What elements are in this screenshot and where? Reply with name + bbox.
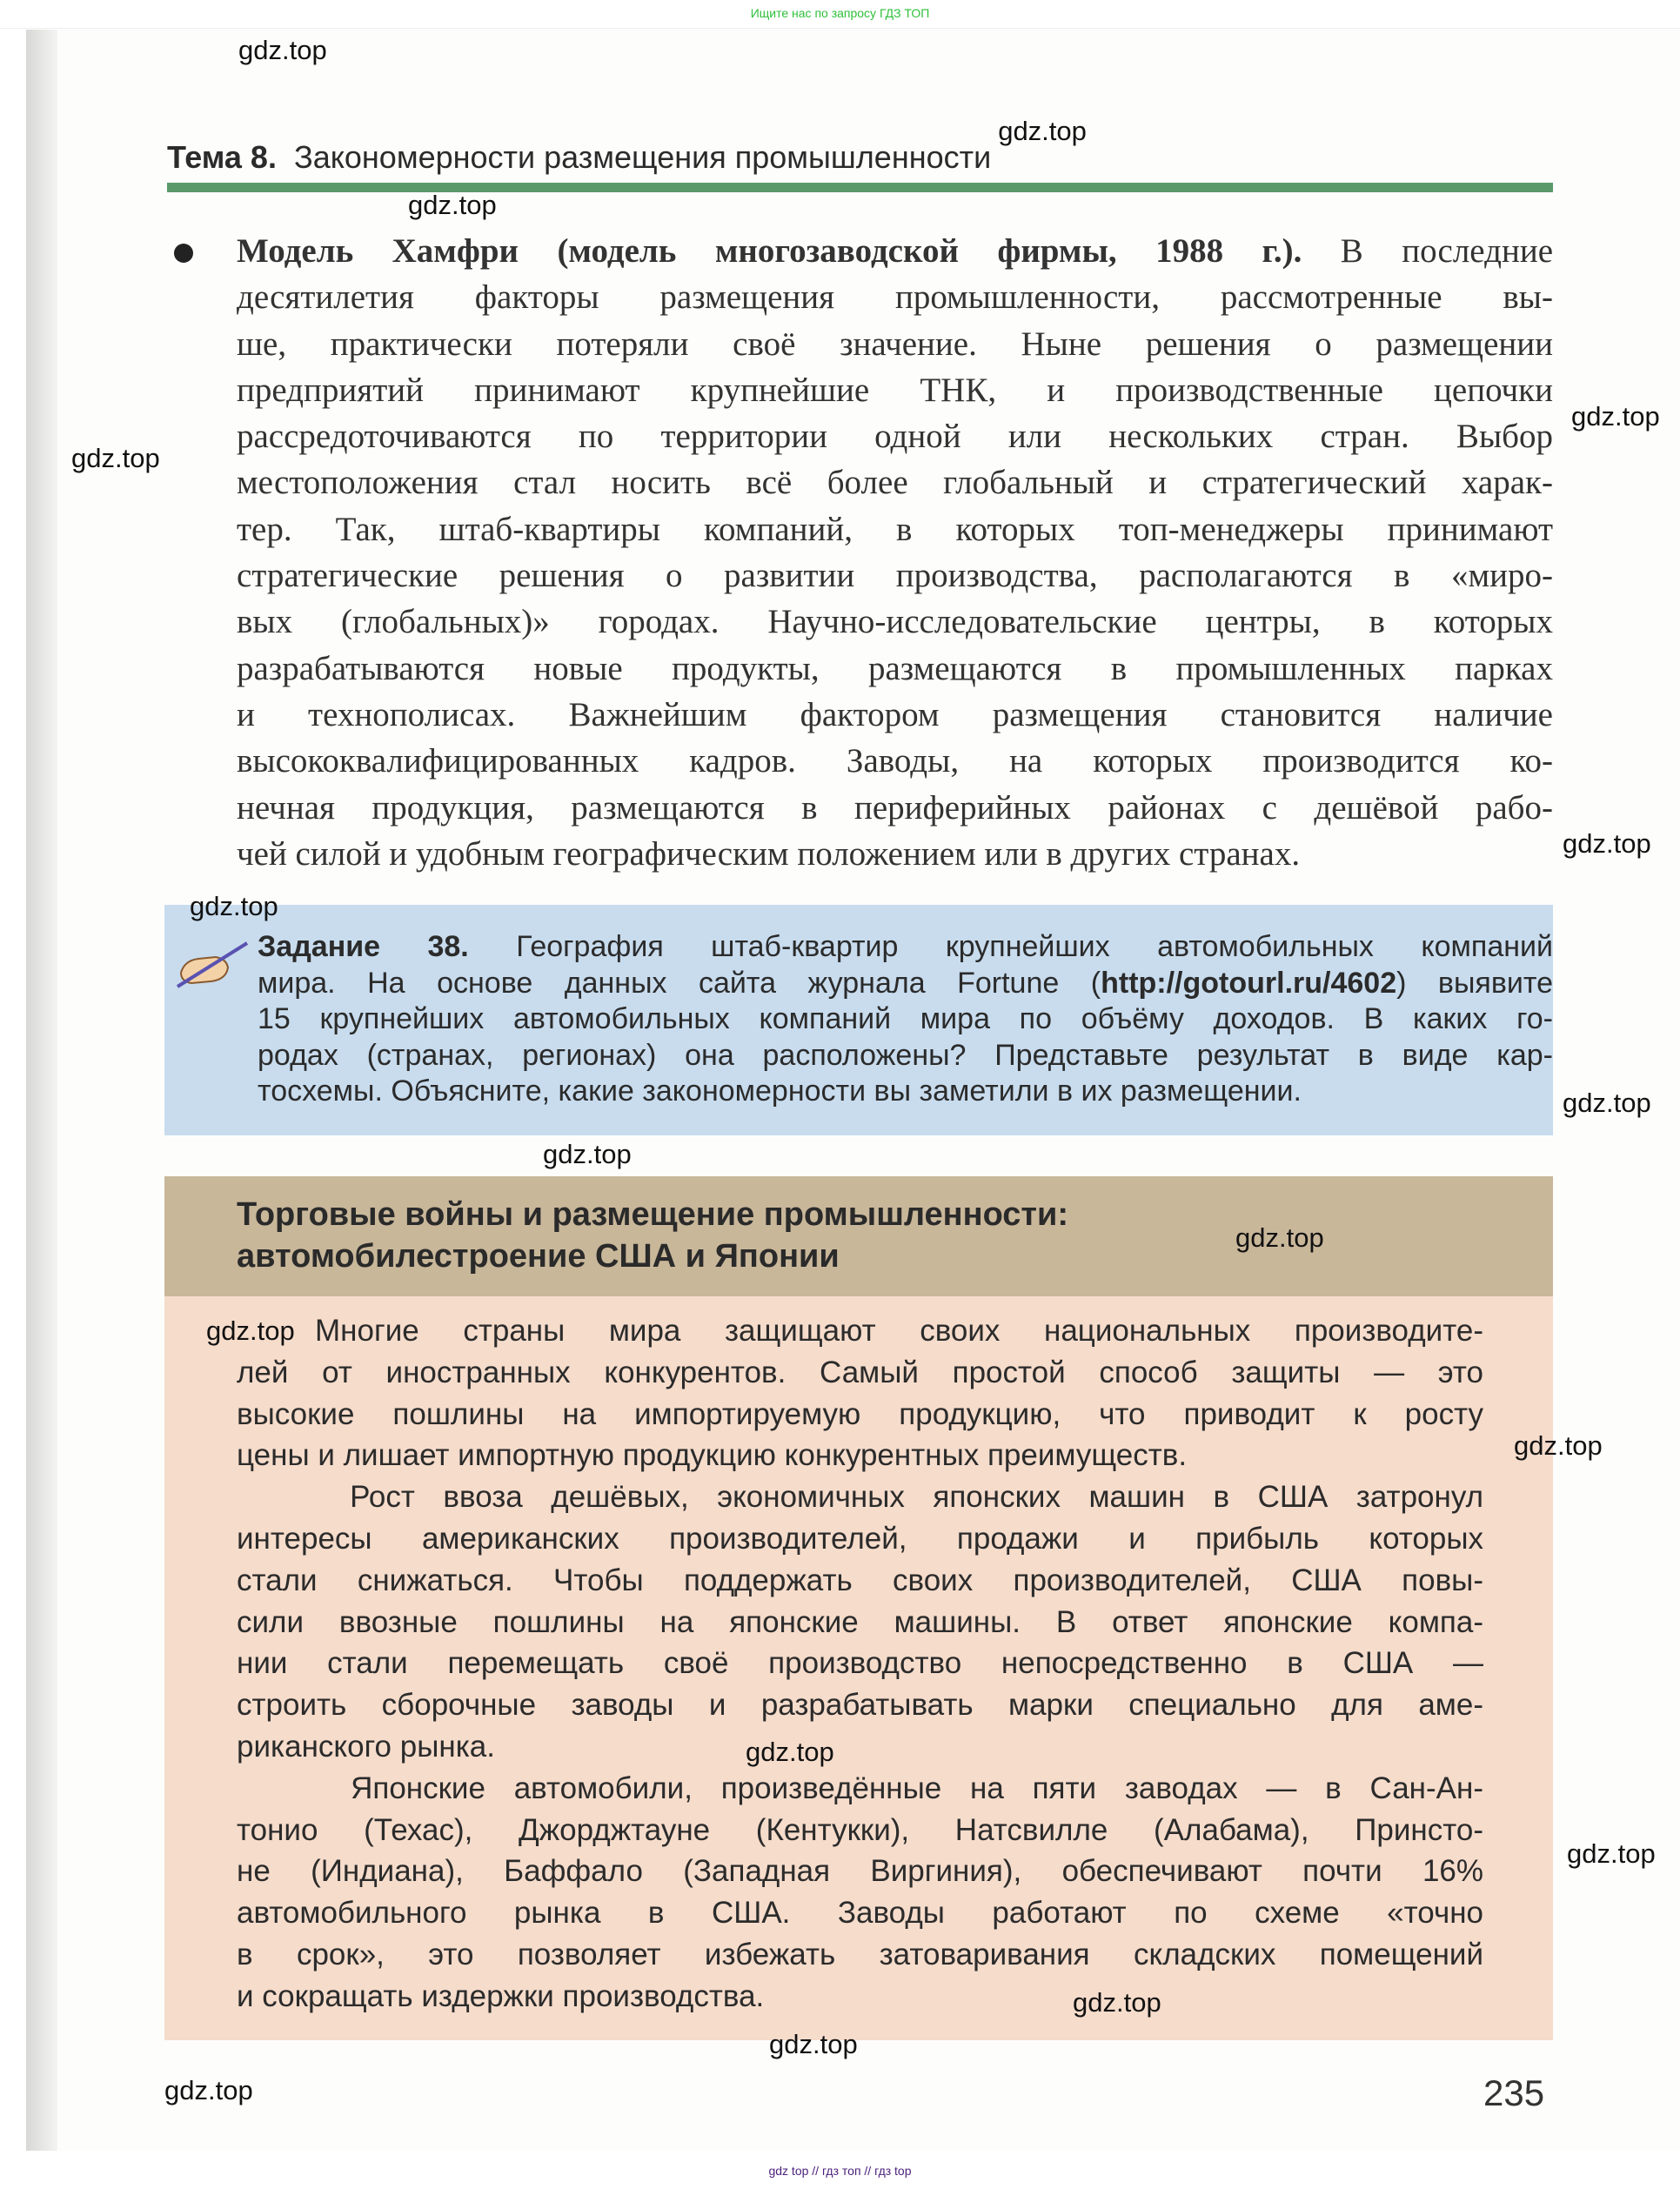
text-segment: десятилетия факторы размещения промышленности, рассмотренные вы- bbox=[237, 278, 1553, 317]
text-segment: тонио (Техас), Джорджтауне (Кентукки), Натсвилле (Алабама), Принсто- bbox=[237, 1812, 1483, 1847]
text-line bbox=[237, 738, 1553, 784]
text-line bbox=[237, 321, 1553, 367]
text-segment: высококвалифицированных кадров. Заводы, на которых производится ко- bbox=[237, 742, 1553, 780]
sidebar-title-line: автомобилестроение США и Японии bbox=[237, 1238, 840, 1275]
text-line bbox=[237, 1560, 1483, 1602]
text-segment: Японские автомобили, произведённые на пяти заводах — в Сан-Ан- bbox=[237, 1771, 1483, 1805]
text-segment: В последние bbox=[1302, 232, 1554, 270]
text-line bbox=[237, 459, 1553, 505]
text-segment: в срок», это позволяет избежать затоваривания складских помещений bbox=[237, 1937, 1483, 1971]
text-line bbox=[237, 274, 1553, 320]
text-segment: сили ввозные пошлины на японские машины. В ответ японские компа- bbox=[237, 1604, 1483, 1639]
text-line bbox=[237, 506, 1553, 552]
text-segment: автомобильного рынка в США. Заводы работают по схеме «точно bbox=[237, 1896, 1483, 1931]
watermark: gdz.top bbox=[746, 1737, 834, 1767]
watermark: gdz.top bbox=[1563, 1088, 1651, 1118]
text-line bbox=[237, 1310, 1483, 1352]
theme-label: Тема 8. bbox=[167, 139, 277, 175]
text-line bbox=[237, 1684, 1483, 1726]
text-line bbox=[237, 1934, 1483, 1976]
text-segment: Многие страны мира защищают своих национальных производите- bbox=[315, 1314, 1483, 1348]
watermark: gdz.top bbox=[543, 1139, 632, 1169]
text-line bbox=[258, 929, 1553, 966]
footer-links[interactable]: gdz top // гдз топ // гдз top bbox=[768, 2164, 912, 2178]
text-segment: тосхемы. Объясните, какие закономерности вы заметили в их размещении. bbox=[258, 1074, 1302, 1108]
text-line bbox=[258, 1038, 1553, 1074]
text-segment: География штаб-квартир крупнейших автомобильных компаний bbox=[468, 930, 1553, 963]
text-segment: строить сборочные заводы и разрабатывать марки специально для аме- bbox=[237, 1688, 1483, 1723]
text-segment: интересы американских производителей, продажи и прибыль которых bbox=[237, 1521, 1483, 1556]
text-line bbox=[237, 413, 1553, 459]
text-segment: и сокращать издержки производства. bbox=[237, 1978, 765, 2013]
text-segment: высокие пошлины на импортируемую продукцию, что приводит к росту bbox=[237, 1396, 1483, 1431]
text-line bbox=[237, 228, 1553, 274]
watermark: gdz.top bbox=[190, 891, 278, 921]
watermark: gdz.top bbox=[164, 2075, 253, 2105]
text-segment: Рост ввоза дешёвых, экономичных японских машин в США затронул bbox=[237, 1480, 1483, 1515]
text-line bbox=[237, 785, 1553, 831]
text-line bbox=[237, 646, 1553, 692]
text-segment: вых (глобальных)» городах. Научно-исследовательские центры, в которых bbox=[237, 603, 1553, 641]
bold-text: Модель Хамфри (модель многозаводской фирмы, 1988 г.). bbox=[237, 232, 1302, 270]
text-line bbox=[237, 1476, 1483, 1518]
text-segment: ше, практически потеряли своё значение. Ныне решения о размещении bbox=[237, 325, 1553, 363]
text-line bbox=[237, 1435, 1483, 1476]
watermark: gdz.top bbox=[238, 35, 327, 65]
text-segment: 15 крупнейших автомобильных компаний мира по объёму доходов. В каких го- bbox=[258, 1002, 1553, 1036]
watermark: gdz.top bbox=[206, 1315, 295, 1346]
sidebar-title-line: Торговые войны и размещение промышленности: bbox=[237, 1196, 1069, 1233]
text-line bbox=[237, 1851, 1483, 1892]
text-line bbox=[258, 966, 1553, 1002]
text-segment: стратегические решения о развитии производства, располагаются в «миро- bbox=[237, 557, 1553, 595]
page-header bbox=[167, 139, 991, 176]
text-segment: местоположения стал носить всё более глобальный и стратегический харак- bbox=[237, 464, 1553, 502]
text-segment: и технополисах. Важнейшим фактором размещения становится наличие bbox=[237, 695, 1553, 733]
text-line bbox=[237, 1352, 1483, 1394]
text-line bbox=[237, 1726, 1483, 1768]
text-segment: нии стали перемещать своё производство непосредственно в США — bbox=[237, 1646, 1483, 1681]
text-line bbox=[237, 1643, 1483, 1684]
text-line bbox=[237, 367, 1553, 413]
text-segment: риканского рынка. bbox=[237, 1729, 495, 1764]
text-line bbox=[237, 1810, 1483, 1851]
search-banner[interactable]: Ищите нас по запросу ГДЗ ТОП bbox=[0, 0, 1680, 29]
text-segment: цены и лишает импортную продукцию конкурентных преимуществ. bbox=[237, 1438, 1188, 1473]
watermark: gdz.top bbox=[1235, 1222, 1324, 1253]
text-line bbox=[258, 1074, 1553, 1110]
text-line bbox=[237, 831, 1553, 877]
watermark: gdz.top bbox=[1571, 401, 1660, 432]
text-segment: мира. На основе данных сайта журнала Fortune ( bbox=[258, 966, 1101, 1000]
text-line bbox=[237, 1602, 1483, 1643]
text-line bbox=[237, 599, 1553, 645]
text-segment: стали снижаться. Чтобы поддержать своих производителей, США повы- bbox=[237, 1563, 1483, 1597]
bold-text: Задание 38. bbox=[258, 930, 469, 963]
text-line bbox=[237, 692, 1553, 738]
text-line bbox=[237, 552, 1553, 599]
text-line bbox=[237, 1768, 1483, 1810]
text-segment: разрабатываются новые продукты, размещаются в промышленных парках bbox=[237, 649, 1553, 687]
watermark: gdz.top bbox=[1563, 828, 1651, 859]
watermark: gdz.top bbox=[71, 443, 160, 473]
header-rule bbox=[167, 183, 1553, 192]
bullet-icon bbox=[174, 244, 193, 263]
trade-wars-text bbox=[237, 1310, 1483, 2018]
watermark: gdz.top bbox=[1567, 1838, 1656, 1869]
text-segment: ) выявите bbox=[1396, 966, 1553, 1000]
watermark: gdz.top bbox=[769, 2029, 858, 2059]
theme-title: Закономерности размещения промышленности bbox=[293, 139, 992, 175]
text-line bbox=[258, 1001, 1553, 1038]
text-segment: нечная продукция, размещаются в периферийных районах с дешёвой рабо- bbox=[237, 788, 1553, 827]
text-line bbox=[237, 1394, 1483, 1436]
text-segment: тер. Так, штаб-квартиры компаний, в которых топ-менеджеры принимают bbox=[237, 510, 1553, 548]
text-line bbox=[237, 1518, 1483, 1560]
page-spine-shadow bbox=[26, 30, 57, 2151]
watermark: gdz.top bbox=[408, 190, 497, 220]
text-line bbox=[237, 1976, 1483, 2018]
watermark: gdz.top bbox=[1514, 1430, 1603, 1461]
task-38-text bbox=[258, 929, 1553, 1110]
watermark: gdz.top bbox=[1073, 1987, 1161, 2018]
text-segment: лей от иностранных конкурентов. Самый простой способ защиты — это bbox=[237, 1355, 1483, 1389]
text-segment: предприятий принимают крупнейшие ТНК, и производственные цепочки bbox=[237, 371, 1553, 409]
text-segment: рассредоточиваются по территории одной или нескольких стран. Выбор bbox=[237, 418, 1553, 456]
humphrey-model-paragraph bbox=[237, 228, 1553, 877]
writing-hand-icon bbox=[172, 938, 251, 990]
bold-text: http://gotourl.ru/4602 bbox=[1101, 966, 1397, 1000]
text-segment: не (Индиана), Баффало (Западная Виргиния), обеспечивают почти 16% bbox=[237, 1854, 1483, 1889]
text-segment: родах (странах, регионах) она расположены? Представьте результат в виде кар- bbox=[258, 1038, 1553, 1072]
page-number: 235 bbox=[1483, 2072, 1545, 2113]
text-line bbox=[237, 1892, 1483, 1934]
text-segment: чей силой и удобным географическим положением или в других странах. bbox=[237, 834, 1301, 873]
sidebar-title bbox=[237, 1194, 1068, 1277]
watermark: gdz.top bbox=[998, 116, 1087, 146]
